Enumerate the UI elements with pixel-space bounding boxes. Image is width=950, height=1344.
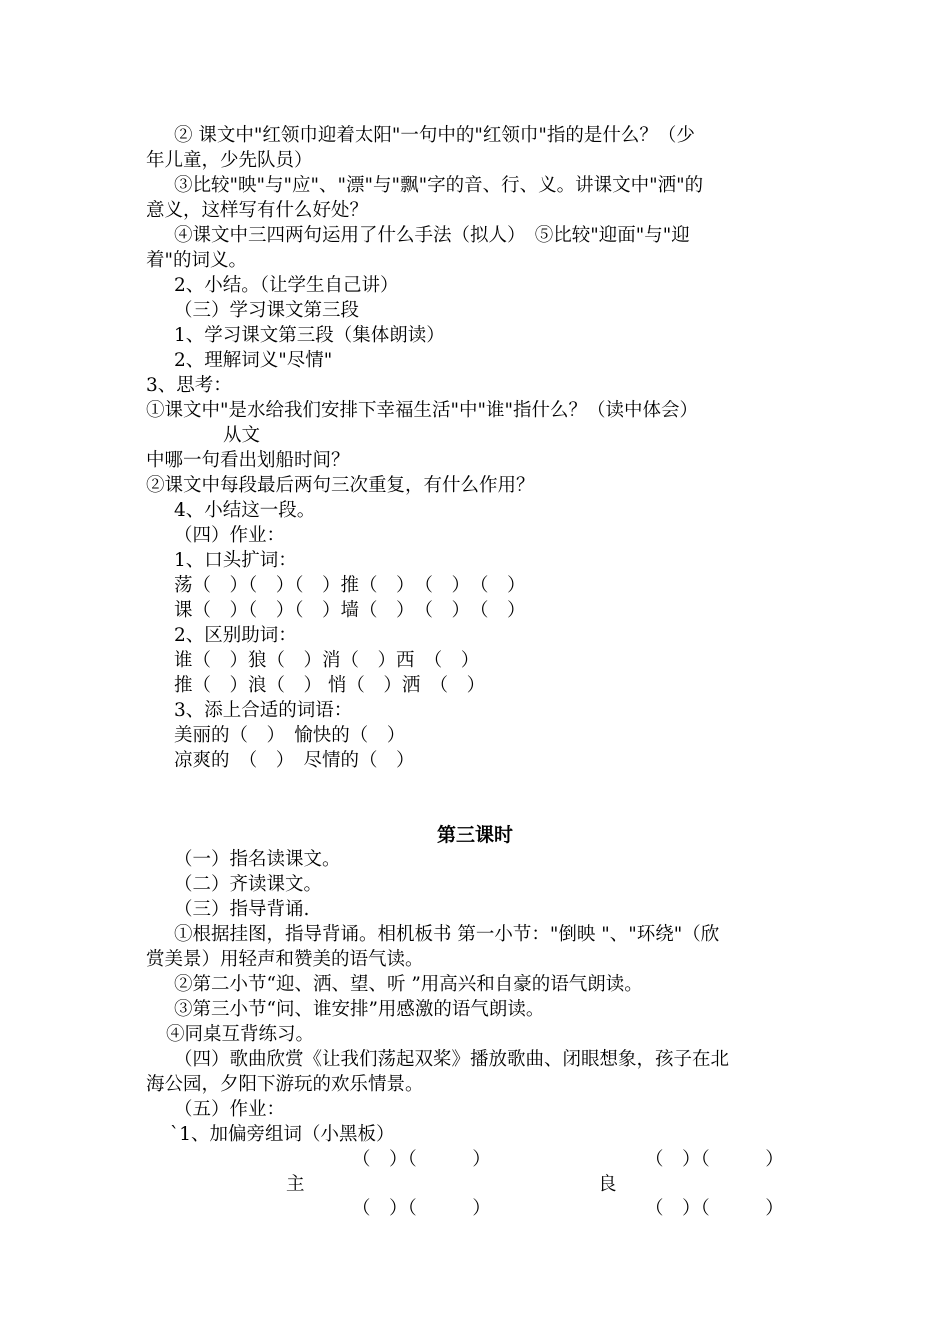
text-line: 美丽的（ ） 愉快的（ ） xyxy=(174,725,406,746)
text-line: 中哪一句看出划船时间？ xyxy=(146,450,350,471)
text-line: 赏美景）用轻声和赞美的语气读。 xyxy=(146,949,424,970)
text-line: ①课文中"是水给我们安排下幸福生活"中"谁"指什么？（读中体会） xyxy=(146,400,699,421)
text-line: ④课文中三四两句运用了什么手法（拟人） ⑤比较"迎面"与"迎 xyxy=(174,225,690,246)
text-line: `1、加偏旁组词（小黑板） xyxy=(170,1124,395,1145)
text-line: 推（ ）浪（ ） 悄（ ）洒 （ ） xyxy=(174,675,486,696)
text-line: ② 课文中"红领巾迎着太阳"一句中的"红领巾"指的是什么？（少 xyxy=(174,125,695,146)
text-line: 谁（ ）狼（ ）消（ ）西 （ ） xyxy=(174,650,480,671)
text-line: ③比较"映"与"应"、"漂"与"飘"字的音、行、义。讲课文中"洒"的 xyxy=(174,175,704,196)
text-line: （四）作业： xyxy=(174,525,286,546)
text-line: ④同桌互背练习。 xyxy=(166,1024,315,1045)
text-line: ②课文中每段最后两句三次重复，有什么作用？ xyxy=(146,475,535,496)
text-line: （四）歌曲欣赏《让我们荡起双桨》播放歌曲、闭眼想象，孩子在北 xyxy=(174,1049,730,1070)
text-line: （五）作业： xyxy=(174,1099,286,1120)
text-line: 课（ ）（ ）（ ）墙（ ） （ ） （ ） xyxy=(174,600,526,621)
text-line: （二）齐读课文。 xyxy=(174,874,323,895)
text-line: 2、区别助词： xyxy=(174,625,297,646)
radical-char-right: 良 xyxy=(598,1174,617,1195)
text-line: 4、小结这一段。 xyxy=(174,500,316,521)
text-line: （三）学习课文第三段 xyxy=(174,300,360,321)
text-line: 着"的词义。 xyxy=(146,250,248,271)
text-line: 3、添上合适的词语： xyxy=(174,700,353,721)
text-line: 2、理解词义"尽情" xyxy=(174,350,333,371)
text-line: 意义，这样写有什么好处？ xyxy=(146,200,369,221)
text-line: 从文 xyxy=(223,425,261,446)
radical-blank-pair: （ ）（ ） xyxy=(645,1149,784,1170)
text-line: 海公园，夕阳下游玩的欢乐情景。 xyxy=(146,1074,424,1095)
text-line: 3、思考： xyxy=(146,375,232,396)
radical-blank-pair: （ ）（ ） xyxy=(352,1149,491,1170)
radical-blank-pair: （ ）（ ） xyxy=(352,1198,491,1219)
text-line: 凉爽的 （ ） 尽情的（ ） xyxy=(174,750,415,771)
text-line: 1、学习课文第三段（集体朗读） xyxy=(174,325,445,346)
section-title: 第三课时 xyxy=(436,824,513,846)
text-line: 2、小结。（让学生自己讲） xyxy=(174,275,399,296)
text-line: （三）指导背诵. xyxy=(174,899,310,920)
text-line: （一）指名读课文。 xyxy=(174,849,341,870)
text-line: 荡（ ）（ ）（ ）推（ ） （ ） （ ） xyxy=(174,575,526,596)
text-line: ①根据挂图，指导背诵。相机板书 第一小节："倒映 "、"环绕"（欣 xyxy=(174,924,720,945)
text-line: 1、口头扩词： xyxy=(174,550,297,571)
text-line: ②第二小节“迎、洒、望、听 ”用高兴和自豪的语气朗读。 xyxy=(174,974,643,995)
radical-blank-pair: （ ）（ ） xyxy=(645,1198,784,1219)
text-line: ③第三小节“问、谁安排”用感激的语气朗读。 xyxy=(174,999,545,1020)
text-line: 年儿童，少先队员） xyxy=(146,150,313,171)
radical-char-left: 主 xyxy=(286,1174,305,1195)
